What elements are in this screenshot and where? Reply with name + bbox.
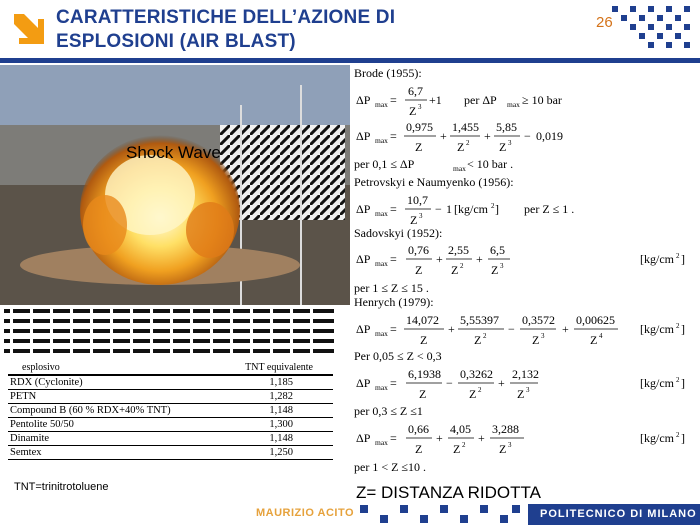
condition: ≥ 10 bar [522, 93, 562, 107]
table-cell: 1,148 [218, 404, 333, 418]
explosives-table-area [0, 305, 335, 465]
table-row [8, 375, 333, 390]
condition: Per 0,05 ≤ Z < 0,3 [354, 349, 442, 363]
exponent: 2 [478, 386, 482, 394]
table-row [8, 418, 333, 432]
table-row [8, 404, 333, 418]
table-cell: 1,282 [218, 390, 333, 404]
table-cell: Dinamite [8, 432, 218, 446]
equals-sign: = [390, 376, 397, 390]
exponent: 2 [462, 441, 466, 449]
equals-sign: = [390, 431, 397, 445]
unit: [kg/cm [640, 431, 674, 445]
table-cell: 1,300 [218, 418, 333, 432]
max-subscript: max [375, 438, 388, 447]
table-cell: Pentolite 50/50 [8, 418, 218, 432]
coef: 5,85 [496, 120, 517, 134]
explosives-table [8, 361, 333, 460]
condition: per ΔP [464, 93, 497, 107]
page-number: 26 [596, 14, 613, 31]
denominator: Z [499, 442, 507, 456]
coef: 0,3572 [522, 313, 555, 327]
coef: 6,7 [408, 84, 423, 98]
reduced-distance-label: Z= DISTANZA RIDOTTA [356, 483, 541, 502]
max-subscript: max [375, 383, 388, 392]
minus: − [435, 202, 442, 216]
institution-name: POLITECNICO DI MILANO [540, 508, 697, 520]
table-row [8, 446, 333, 460]
max-subscript: max [453, 164, 466, 173]
plus: + [440, 129, 447, 143]
table-header-cell: esplosivo [8, 361, 218, 375]
coef: 14,072 [406, 313, 439, 327]
coef: 2,132 [512, 367, 539, 381]
denominator: Z [420, 333, 428, 347]
equals-sign: = [390, 322, 397, 336]
denominator: Z [415, 263, 423, 277]
denominator: Z [409, 104, 417, 118]
exponent: 3 [541, 332, 545, 340]
exponent: 3 [508, 139, 512, 147]
bracket: ] [681, 252, 685, 266]
condition: per 0,3 ≤ Z ≤1 [354, 404, 423, 418]
minus: − [508, 322, 515, 336]
table-cell: 1,185 [218, 375, 333, 390]
delta-p-symbol: ΔP [356, 129, 371, 143]
denominator: Z [517, 387, 525, 401]
denominator: Z [415, 442, 423, 456]
header-square-pattern [606, 4, 696, 56]
henrych-heading: Henrych (1979): [354, 295, 434, 309]
bracket: ] [681, 322, 685, 336]
title-line-1: CARATTERISTICHE DELL’AZIONE DI [56, 7, 396, 28]
unit: [kg/cm [640, 322, 674, 336]
denominator: Z [451, 263, 459, 277]
condition: < 10 bar . [467, 157, 514, 171]
explosion-illustration [0, 65, 350, 305]
coef: 10,7 [407, 193, 428, 207]
petrovskyi-heading: Petrovskyi e Naumyenko (1956): [354, 175, 514, 189]
plus: + [448, 322, 455, 336]
coef: 1 [446, 202, 452, 216]
shock-wave-label: Shock Wave [126, 143, 221, 162]
exponent: 2 [676, 431, 680, 439]
plus: + [484, 129, 491, 143]
delta-p-symbol: ΔP [356, 376, 371, 390]
max-subscript: max [375, 329, 388, 338]
exponent: 3 [418, 103, 422, 111]
plus: + [562, 322, 569, 336]
exponent: 2 [676, 376, 680, 384]
table-cell: Compound B (60 % RDX+40% TNT) [8, 404, 218, 418]
plus: + [476, 252, 483, 266]
unit: [kg/cm [640, 376, 674, 390]
header-rule [0, 58, 700, 63]
exponent: 4 [599, 332, 603, 340]
exponent: 2 [483, 332, 487, 340]
bracket: ] [495, 202, 499, 216]
minus: − [524, 129, 531, 143]
minus: − [446, 376, 453, 390]
table-dot-pattern [0, 305, 335, 361]
plus: + [436, 431, 443, 445]
unit: [kg/cm [454, 202, 488, 216]
exponent: 3 [508, 441, 512, 449]
coef: 0,00625 [576, 313, 615, 327]
denominator: Z [410, 213, 418, 227]
denominator: Z [491, 263, 499, 277]
plus: + [436, 252, 443, 266]
tnt-note: TNT=trinitrotoluene [14, 481, 109, 493]
author-name: MAURIZIO ACITO [256, 507, 355, 519]
exponent: 3 [419, 212, 423, 220]
coef: 6,5 [490, 243, 505, 257]
brode-heading: Brode (1955): [354, 66, 422, 80]
denominator: Z [415, 140, 423, 154]
coef: 0,975 [406, 120, 433, 134]
max-subscript: max [375, 259, 388, 268]
max-subscript: max [375, 136, 388, 145]
exponent: 2 [460, 262, 464, 270]
table-cell: 1,250 [218, 446, 333, 460]
coef: 2,55 [448, 243, 469, 257]
sadovskyi-heading: Sadovskyi (1952): [354, 226, 443, 240]
table-row [8, 432, 333, 446]
delta-p-symbol: ΔP [356, 322, 371, 336]
title-line-2: ESPLOSIONI (AIR BLAST) [56, 31, 296, 52]
exponent: 3 [526, 386, 530, 394]
plus: + [478, 431, 485, 445]
coef: 0,019 [536, 129, 563, 143]
coef: 1,455 [452, 120, 479, 134]
condition: per 1 ≤ Z ≤ 15 . [354, 281, 429, 295]
condition: per 0,1 ≤ ΔP [354, 157, 415, 171]
denominator: Z [499, 140, 507, 154]
slide-title [56, 6, 476, 54]
exponent: 2 [676, 252, 680, 260]
table-cell: 1,148 [218, 432, 333, 446]
equals-sign: = [390, 202, 397, 216]
exponent: 2 [466, 139, 470, 147]
denominator: Z [457, 140, 465, 154]
denominator: Z [474, 333, 482, 347]
coef: 5,55397 [460, 313, 499, 327]
denominator: Z [453, 442, 461, 456]
coef: 6,1938 [408, 367, 441, 381]
coef: 0,3262 [460, 367, 493, 381]
table-header-cell: TNT equivalente [218, 361, 333, 375]
equals-sign: = [390, 252, 397, 266]
condition: per 1 < Z ≤10 . [354, 460, 427, 474]
coef: 0,76 [408, 243, 429, 257]
condition: per Z ≤ 1 . [524, 202, 575, 216]
exponent: 3 [500, 262, 504, 270]
plus: + [498, 376, 505, 390]
formulas-svg [352, 65, 697, 505]
table-cell: Semtex [8, 446, 218, 460]
denominator: Z [469, 387, 477, 401]
table-header-row [8, 361, 333, 375]
explosion-photo [0, 65, 350, 305]
equals-sign: = [390, 93, 397, 107]
formulas-panel [352, 65, 697, 505]
delta-p-symbol: ΔP [356, 93, 371, 107]
coef: 0,66 [408, 422, 429, 436]
table-cell: PETN [8, 390, 218, 404]
max-subscript: max [375, 209, 388, 218]
bracket: ] [681, 376, 685, 390]
bracket: ] [681, 431, 685, 445]
delta-p-symbol: ΔP [356, 252, 371, 266]
orange-arrow-icon [8, 8, 48, 48]
table-row [8, 390, 333, 404]
delta-p-symbol: ΔP [356, 431, 371, 445]
unit: [kg/cm [640, 252, 674, 266]
coef: 3,288 [492, 422, 519, 436]
denominator: Z [419, 387, 427, 401]
max-subscript: max [375, 100, 388, 109]
delta-p-symbol: ΔP [356, 202, 371, 216]
denominator: Z [590, 333, 598, 347]
table-cell: RDX (Cyclonite) [8, 375, 218, 390]
coef: +1 [429, 93, 442, 107]
exponent: 2 [676, 322, 680, 330]
max-subscript: max [507, 100, 520, 109]
equals-sign: = [390, 129, 397, 143]
exponent: 2 [491, 202, 495, 210]
denominator: Z [532, 333, 540, 347]
coef: 4,05 [450, 422, 471, 436]
